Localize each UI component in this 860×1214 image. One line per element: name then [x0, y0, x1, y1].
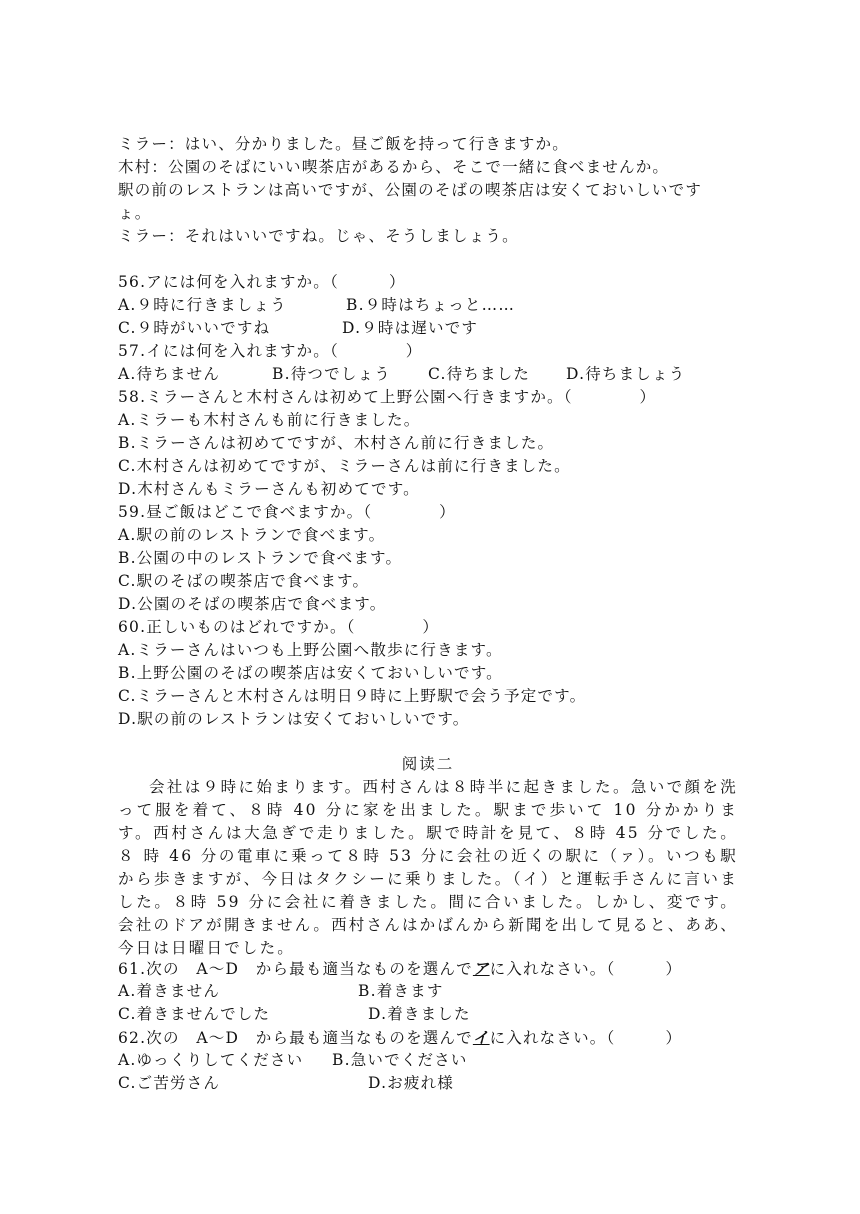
- question-57-options: [118, 363, 738, 386]
- option-a[interactable]: A.着きません: [118, 982, 221, 1000]
- option-d[interactable]: D.待ちましょう: [566, 365, 686, 383]
- option-c[interactable]: C.ご苦労さん: [118, 1074, 221, 1092]
- question-62-text: 62.次の A～D から最も適当なものを選んで: [118, 1029, 473, 1047]
- question-57-stem: 57.イには何を入れますか。（ ）: [118, 342, 423, 360]
- question-56-stem: 56.アには何を入れますか。（ ）: [118, 273, 406, 291]
- reading-two-section: [118, 753, 738, 960]
- dialogue-line: 駅の前のレストランは高いですが、公園のそばの喫茶店は安くておいしいです: [118, 181, 703, 199]
- question-61-text-end: に入れなさい。（ ）: [489, 960, 683, 978]
- option-d[interactable]: D.木村さんもミラーさんも初めてです。: [118, 480, 420, 498]
- dialogue-section: [118, 133, 738, 248]
- option-a[interactable]: A.駅の前のレストランで食べます。: [118, 526, 386, 544]
- question-62-options-row2: [118, 1072, 738, 1095]
- option-b[interactable]: B.上野公園のそばの喫茶店は安くておいしいです。: [118, 664, 503, 682]
- option-b[interactable]: B.着きます: [358, 982, 444, 1000]
- option-d[interactable]: D.駅の前のレストランは安くておいしいです。: [118, 710, 470, 728]
- question-59-stem: 59.昼ご飯はどこで食べますか。（ ）: [118, 503, 456, 521]
- option-b[interactable]: B.９時はちょっと……: [346, 296, 516, 314]
- dialogue-line: ミラー：はい、分かりました。昼ご飯を持って行きますか。: [118, 135, 569, 153]
- option-c[interactable]: C.木村さんは初めてですが、ミラーさんは前に行きました。: [118, 457, 571, 475]
- option-a[interactable]: A.９時に行きましょう: [118, 296, 287, 314]
- dialogue-line: 木村：公園のそばにいい喫茶店があるから、そこで一緒に食べませんか。: [118, 158, 670, 176]
- option-b[interactable]: B.急いでください: [332, 1051, 468, 1069]
- blank-marker: イ: [472, 1028, 490, 1047]
- question-62-stem: [118, 1026, 738, 1049]
- question-61-stem: [118, 957, 738, 980]
- questions-61-62: [118, 957, 738, 1095]
- option-a[interactable]: A.待ちません: [118, 365, 221, 383]
- questions-56-60: [118, 271, 738, 731]
- option-b[interactable]: B.公園の中のレストランで食べます。: [118, 549, 403, 567]
- option-b[interactable]: B.待つでしょう: [272, 365, 391, 383]
- option-a[interactable]: A.ミラーさんはいつも上野公園へ散歩に行きます。: [118, 641, 503, 659]
- section-title: 阅读二: [401, 755, 455, 773]
- question-62-text-end: に入れなさい。（ ）: [489, 1029, 683, 1047]
- option-a[interactable]: A.ゆっくりしてください: [118, 1051, 304, 1069]
- option-d[interactable]: D.９時は遅いです: [342, 319, 479, 337]
- question-60-stem: 60.正しいものはどれですか。（ ）: [118, 618, 440, 636]
- option-c[interactable]: C.ミラーさんと木村さんは明日９時に上野駅で会う予定です。: [118, 687, 587, 705]
- blank-marker: ア: [472, 959, 490, 978]
- option-c[interactable]: C.着きませんでした: [118, 1005, 271, 1023]
- question-56-options-row2: [118, 317, 738, 340]
- option-d[interactable]: D.着きました: [368, 1005, 471, 1023]
- option-a[interactable]: A.ミラーも木村さんも前に行きました。: [118, 411, 421, 429]
- option-c[interactable]: C.９時がいいですね: [118, 319, 271, 337]
- option-b[interactable]: B.ミラーさんは初めてですが、木村さん前に行きました。: [118, 434, 555, 452]
- question-56-options-row1: [118, 294, 738, 317]
- option-d[interactable]: D.公園のそばの喫茶店で食べます。: [118, 595, 387, 613]
- option-c[interactable]: C.駅のそばの喫茶店で食べます。: [118, 572, 370, 590]
- dialogue-line: ミラー：それはいいですね。じゃ、そうしましょう。: [118, 227, 519, 245]
- question-61-options-row2: [118, 1003, 738, 1026]
- reading-passage: 会社は９時に始まります。西村さんは８時半に起きました。急いで顔を洗って服を着て、８時 40 分に家を出ました。駅まで歩いて 10 分かかります。西村さんは大急ぎで走りました。駅で時計を見て、８時 45 分でした。８ 時 46 分の電車に乗って８時 53 分に会社の近くの駅に（ァ）。いつも駅から歩きますが、今日はタクシーに乗りました。（イ）と運転手さんに言いました。８時 59 分に会社に着きました。間に合いました。しかし、変です。会社のドアが開きません。西村さんはかばんから新聞を出して見ると、ああ、今日は日曜日でした。: [118, 778, 738, 957]
- question-61-text: 61.次の A～D から最も適当なものを選んで: [118, 960, 473, 978]
- option-c[interactable]: C.待ちました: [428, 365, 531, 383]
- option-d[interactable]: D.お疲れ様: [368, 1074, 455, 1092]
- question-58-stem: 58.ミラーさんと木村さんは初めて上野公園へ行きますか。（ ）: [118, 388, 657, 406]
- question-62-options-row1: [118, 1049, 738, 1072]
- question-61-options-row1: [118, 980, 738, 1003]
- dialogue-line: ょ。: [118, 204, 152, 222]
